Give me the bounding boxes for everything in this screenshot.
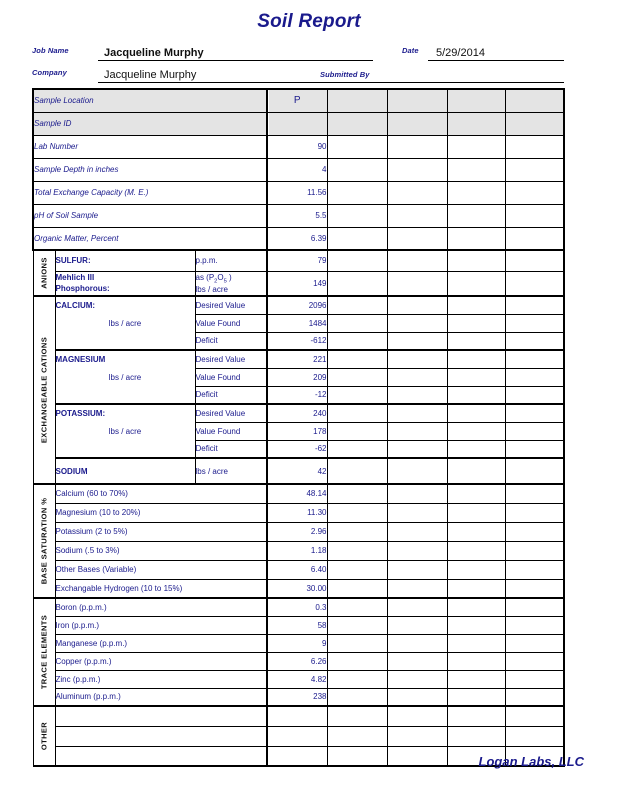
row-unit-magnesium: lbs / acre bbox=[55, 368, 195, 386]
row-spacer-calcium bbox=[55, 332, 195, 350]
table-row-boron bbox=[33, 598, 564, 616]
cell-aluminum-4 bbox=[447, 688, 505, 706]
table-row-calcium-found bbox=[33, 314, 564, 332]
cell-other-1-1[interactable] bbox=[267, 706, 327, 726]
cell-sulfur-5 bbox=[505, 250, 564, 271]
cell-bs-hydrogen-5 bbox=[505, 579, 564, 598]
row-label-boron: Boron (p.p.m.) bbox=[55, 598, 267, 616]
cell-om-4 bbox=[447, 227, 505, 250]
cell-other-3-3[interactable] bbox=[387, 746, 447, 766]
cell-potassium-found-1: 178 bbox=[267, 422, 327, 440]
mehlich-unit-formula: as ($P_2O_5$ ) bbox=[195, 272, 232, 285]
row-label-total-exchange-capacity: Total Exchange Capacity (M. E.) bbox=[33, 181, 267, 204]
cell-sodium-3 bbox=[387, 458, 447, 484]
row-label-bs-potassium: Potassium (2 to 5%) bbox=[55, 522, 267, 541]
cell-bs-potassium-2 bbox=[327, 522, 387, 541]
cell-manganese-5 bbox=[505, 634, 564, 652]
table-row-zinc bbox=[33, 670, 564, 688]
cell-sulfur-2 bbox=[327, 250, 387, 271]
row-label-bs-magnesium: Magnesium (10 to 20%) bbox=[55, 503, 267, 522]
cell-calcium-deficit-1: -612 bbox=[267, 332, 327, 350]
cell-sample-id-3 bbox=[387, 112, 447, 135]
cell-bs-magnesium-5 bbox=[505, 503, 564, 522]
cell-lab-number-1: 90 bbox=[267, 135, 327, 158]
table-row-copper bbox=[33, 652, 564, 670]
cell-bs-calcium-1: 48.14 bbox=[267, 484, 327, 503]
cell-magnesium-deficit-4 bbox=[447, 386, 505, 404]
cell-ph-2 bbox=[327, 204, 387, 227]
cell-copper-5 bbox=[505, 652, 564, 670]
cell-lab-number-3 bbox=[387, 135, 447, 158]
table-row-bs-calcium bbox=[33, 484, 564, 503]
table-row-calcium-desired bbox=[33, 296, 564, 314]
cell-copper-1: 6.26 bbox=[267, 652, 327, 670]
cell-mehlich-2 bbox=[327, 271, 387, 296]
cell-bs-magnesium-4 bbox=[447, 503, 505, 522]
row-label-sodium: SODIUM bbox=[55, 458, 195, 484]
cell-calcium-found-2 bbox=[327, 314, 387, 332]
cell-om-3 bbox=[387, 227, 447, 250]
row-label-potassium: POTASSIUM: bbox=[55, 404, 195, 422]
cell-bs-sodium-4 bbox=[447, 541, 505, 560]
job-name-row bbox=[32, 40, 564, 62]
cell-other-3-2[interactable] bbox=[327, 746, 387, 766]
cell-mehlich-1: 149 bbox=[267, 271, 327, 296]
cell-magnesium-deficit-5 bbox=[505, 386, 564, 404]
col-header-3 bbox=[387, 89, 447, 112]
cell-mehlich-4 bbox=[447, 271, 505, 296]
cell-bs-other-1: 6.40 bbox=[267, 560, 327, 579]
cell-potassium-found-5 bbox=[505, 422, 564, 440]
header-form bbox=[32, 40, 564, 84]
cell-iron-4 bbox=[447, 616, 505, 634]
cell-other-1-4[interactable] bbox=[447, 706, 505, 726]
cell-bs-sodium-5 bbox=[505, 541, 564, 560]
cell-zinc-1: 4.82 bbox=[267, 670, 327, 688]
mehlich-unit-line2: lbs / acre bbox=[195, 284, 228, 294]
company-footer: Logan Labs, LLC bbox=[478, 754, 584, 769]
table-row-potassium-desired bbox=[33, 404, 564, 422]
cell-magnesium-found-4 bbox=[447, 368, 505, 386]
table-row-potassium-found bbox=[33, 422, 564, 440]
cell-bs-potassium-5 bbox=[505, 522, 564, 541]
cell-calcium-desired-2 bbox=[327, 296, 387, 314]
cell-calcium-desired-5 bbox=[505, 296, 564, 314]
cell-sample-depth-4 bbox=[447, 158, 505, 181]
cell-sodium-2 bbox=[327, 458, 387, 484]
job-name-label: Job Name bbox=[32, 46, 69, 55]
row-label-bs-exch-hydrogen: Exchangable Hydrogen (10 to 15%) bbox=[55, 579, 267, 598]
cell-aluminum-1: 238 bbox=[267, 688, 327, 706]
cell-magnesium-found-2 bbox=[327, 368, 387, 386]
cell-potassium-deficit-4 bbox=[447, 440, 505, 458]
cell-bs-sodium-3 bbox=[387, 541, 447, 560]
cell-iron-5 bbox=[505, 616, 564, 634]
cell-sample-depth-2 bbox=[327, 158, 387, 181]
section-label-anions: ANIONS bbox=[33, 250, 55, 296]
row-label-bs-calcium: Calcium (60 to 70%) bbox=[55, 484, 267, 503]
table-row-bs-other-bases bbox=[33, 560, 564, 579]
cell-sulfur-1: 79 bbox=[267, 250, 327, 271]
cell-potassium-desired-5 bbox=[505, 404, 564, 422]
cell-bs-calcium-4 bbox=[447, 484, 505, 503]
cell-potassium-found-2 bbox=[327, 422, 387, 440]
cell-copper-4 bbox=[447, 652, 505, 670]
cell-boron-5 bbox=[505, 598, 564, 616]
cell-other-2-3[interactable] bbox=[387, 726, 447, 746]
cell-manganese-1: 9 bbox=[267, 634, 327, 652]
cell-calcium-found-4 bbox=[447, 314, 505, 332]
cell-potassium-found-3 bbox=[387, 422, 447, 440]
cell-boron-1: 0.3 bbox=[267, 598, 327, 616]
cell-sample-id-1 bbox=[267, 112, 327, 135]
table-row-aluminum bbox=[33, 688, 564, 706]
sub-label-potassium-deficit: Deficit bbox=[195, 440, 267, 458]
cell-zinc-3 bbox=[387, 670, 447, 688]
cell-calcium-found-1: 1484 bbox=[267, 314, 327, 332]
row-label-zinc: Zinc (p.p.m.) bbox=[55, 670, 267, 688]
cell-sample-id-2 bbox=[327, 112, 387, 135]
cell-magnesium-deficit-3 bbox=[387, 386, 447, 404]
cell-magnesium-desired-2 bbox=[327, 350, 387, 368]
table-row-iron bbox=[33, 616, 564, 634]
date-rule bbox=[428, 60, 564, 61]
cell-potassium-found-4 bbox=[447, 422, 505, 440]
cell-om-5 bbox=[505, 227, 564, 250]
cell-magnesium-desired-5 bbox=[505, 350, 564, 368]
row-label-organic-matter: Organic Matter, Percent bbox=[33, 227, 267, 250]
cell-tec-4 bbox=[447, 181, 505, 204]
row-label-other-3[interactable] bbox=[55, 746, 267, 766]
sub-label-magnesium-deficit: Deficit bbox=[195, 386, 267, 404]
cell-calcium-found-3 bbox=[387, 314, 447, 332]
sub-label-calcium-deficit: Deficit bbox=[195, 332, 267, 350]
sub-label-magnesium-found: Value Found bbox=[195, 368, 267, 386]
cell-boron-2 bbox=[327, 598, 387, 616]
cell-bs-hydrogen-1: 30.00 bbox=[267, 579, 327, 598]
sub-label-magnesium-desired: Desired Value bbox=[195, 350, 267, 368]
cell-aluminum-5 bbox=[505, 688, 564, 706]
cell-sample-depth-1: 4 bbox=[267, 158, 327, 181]
table-row-manganese bbox=[33, 634, 564, 652]
cell-other-1-3[interactable] bbox=[387, 706, 447, 726]
submitted-by-label: Submitted By bbox=[320, 70, 370, 79]
cell-om-1: 6.39 bbox=[267, 227, 327, 250]
cell-potassium-deficit-3 bbox=[387, 440, 447, 458]
row-unit-calcium: lbs / acre bbox=[55, 314, 195, 332]
cell-potassium-deficit-5 bbox=[505, 440, 564, 458]
cell-ph-5 bbox=[505, 204, 564, 227]
cell-bs-magnesium-2 bbox=[327, 503, 387, 522]
cell-other-2-1[interactable] bbox=[267, 726, 327, 746]
table-row-other-1 bbox=[33, 706, 564, 726]
mehlich-line1: Mehlich III bbox=[55, 273, 95, 283]
cell-bs-other-4 bbox=[447, 560, 505, 579]
table-row-mehlich-phosphorous bbox=[33, 271, 564, 296]
cell-other-1-2[interactable] bbox=[327, 706, 387, 726]
cell-boron-4 bbox=[447, 598, 505, 616]
table-row-sample-id bbox=[33, 112, 564, 135]
cell-magnesium-deficit-2 bbox=[327, 386, 387, 404]
cell-calcium-found-5 bbox=[505, 314, 564, 332]
table-row-organic-matter bbox=[33, 227, 564, 250]
table-row-sodium bbox=[33, 458, 564, 484]
cell-other-2-2[interactable] bbox=[327, 726, 387, 746]
date-value[interactable]: 5/29/2014 bbox=[436, 47, 485, 59]
cell-mehlich-3 bbox=[387, 271, 447, 296]
table-row-potassium-deficit bbox=[33, 440, 564, 458]
cell-magnesium-found-3 bbox=[387, 368, 447, 386]
cell-calcium-desired-1: 2096 bbox=[267, 296, 327, 314]
row-spacer-magnesium bbox=[55, 386, 195, 404]
cell-tec-5 bbox=[505, 181, 564, 204]
row-label-copper: Copper (p.p.m.) bbox=[55, 652, 267, 670]
cell-iron-2 bbox=[327, 616, 387, 634]
row-label-iron: Iron (p.p.m.) bbox=[55, 616, 267, 634]
cell-iron-3 bbox=[387, 616, 447, 634]
table-row-lab-number bbox=[33, 135, 564, 158]
row-label-bs-other-bases: Other Bases (Variable) bbox=[55, 560, 267, 579]
row-label-bs-sodium: Sodium (.5 to 3%) bbox=[55, 541, 267, 560]
cell-bs-calcium-3 bbox=[387, 484, 447, 503]
table-row-magnesium-found bbox=[33, 368, 564, 386]
cell-sodium-5 bbox=[505, 458, 564, 484]
row-spacer-potassium bbox=[55, 440, 195, 458]
company-rule bbox=[98, 82, 564, 83]
cell-bs-hydrogen-2 bbox=[327, 579, 387, 598]
row-label-sulfur: SULFUR: bbox=[55, 250, 195, 271]
col-header-4 bbox=[447, 89, 505, 112]
row-label-sample-id: Sample ID bbox=[33, 112, 267, 135]
company-value[interactable]: Jacqueline Murphy bbox=[104, 69, 197, 81]
table-body bbox=[33, 89, 564, 766]
company-label: Company bbox=[32, 68, 67, 77]
cell-sulfur-4 bbox=[447, 250, 505, 271]
cell-sample-id-4 bbox=[447, 112, 505, 135]
cell-potassium-desired-2 bbox=[327, 404, 387, 422]
col-header-5 bbox=[505, 89, 564, 112]
cell-magnesium-desired-4 bbox=[447, 350, 505, 368]
cell-sulfur-3 bbox=[387, 250, 447, 271]
table-row-bs-potassium bbox=[33, 522, 564, 541]
table-row-bs-exch-hydrogen bbox=[33, 579, 564, 598]
cell-magnesium-found-5 bbox=[505, 368, 564, 386]
cell-bs-other-3 bbox=[387, 560, 447, 579]
cell-potassium-deficit-1: -62 bbox=[267, 440, 327, 458]
row-unit-sodium: lbs / acre bbox=[195, 458, 267, 484]
cell-bs-potassium-4 bbox=[447, 522, 505, 541]
cell-bs-other-5 bbox=[505, 560, 564, 579]
table-row-bs-sodium bbox=[33, 541, 564, 560]
cell-bs-other-2 bbox=[327, 560, 387, 579]
cell-magnesium-found-1: 209 bbox=[267, 368, 327, 386]
cell-other-3-1[interactable] bbox=[267, 746, 327, 766]
company-row bbox=[32, 62, 564, 84]
cell-bs-sodium-1: 1.18 bbox=[267, 541, 327, 560]
cell-magnesium-deficit-1: -12 bbox=[267, 386, 327, 404]
cell-bs-hydrogen-4 bbox=[447, 579, 505, 598]
row-label-aluminum: Aluminum (p.p.m.) bbox=[55, 688, 267, 706]
cell-sample-depth-5 bbox=[505, 158, 564, 181]
cell-ph-3 bbox=[387, 204, 447, 227]
cell-calcium-deficit-5 bbox=[505, 332, 564, 350]
row-label-manganese: Manganese (p.p.m.) bbox=[55, 634, 267, 652]
cell-calcium-desired-4 bbox=[447, 296, 505, 314]
cell-bs-potassium-1: 2.96 bbox=[267, 522, 327, 541]
table-row-sulfur bbox=[33, 250, 564, 271]
sub-label-potassium-desired: Desired Value bbox=[195, 404, 267, 422]
cell-copper-2 bbox=[327, 652, 387, 670]
cell-aluminum-3 bbox=[387, 688, 447, 706]
section-label-exchangeable-cations: EXCHANGEABLE CATIONS bbox=[33, 296, 55, 484]
cell-potassium-deficit-2 bbox=[327, 440, 387, 458]
row-unit-sulfur: p.p.m. bbox=[195, 250, 267, 271]
row-label-mehlich-phosphorous bbox=[55, 271, 195, 296]
section-label-trace-elements: TRACE ELEMENTS bbox=[33, 598, 55, 706]
cell-bs-hydrogen-3 bbox=[387, 579, 447, 598]
table-row-magnesium-desired bbox=[33, 350, 564, 368]
cell-bs-magnesium-3 bbox=[387, 503, 447, 522]
page-title: Soil Report bbox=[257, 11, 361, 32]
cell-other-1-5[interactable] bbox=[505, 706, 564, 726]
cell-calcium-desired-3 bbox=[387, 296, 447, 314]
row-label-calcium: CALCIUM: bbox=[55, 296, 195, 314]
row-label-ph: pH of Soil Sample bbox=[33, 204, 267, 227]
cell-sodium-1: 42 bbox=[267, 458, 327, 484]
cell-ph-4 bbox=[447, 204, 505, 227]
mehlich-line2: Phosphorous: bbox=[55, 284, 110, 294]
cell-potassium-desired-1: 240 bbox=[267, 404, 327, 422]
cell-other-2-5[interactable] bbox=[505, 726, 564, 746]
table-row-sample-location bbox=[33, 89, 564, 112]
row-unit-mehlich-phosphorous bbox=[195, 271, 267, 296]
cell-lab-number-4 bbox=[447, 135, 505, 158]
cell-magnesium-desired-3 bbox=[387, 350, 447, 368]
cell-sample-depth-3 bbox=[387, 158, 447, 181]
soil-data-table bbox=[32, 88, 565, 767]
cell-mehlich-5 bbox=[505, 271, 564, 296]
cell-iron-1: 58 bbox=[267, 616, 327, 634]
cell-tec-1: 11.56 bbox=[267, 181, 327, 204]
cell-bs-calcium-2 bbox=[327, 484, 387, 503]
cell-calcium-deficit-3 bbox=[387, 332, 447, 350]
cell-calcium-deficit-2 bbox=[327, 332, 387, 350]
cell-aluminum-2 bbox=[327, 688, 387, 706]
cell-sample-id-5 bbox=[505, 112, 564, 135]
cell-om-2 bbox=[327, 227, 387, 250]
job-name-rule bbox=[98, 60, 373, 61]
cell-lab-number-5 bbox=[505, 135, 564, 158]
cell-zinc-4 bbox=[447, 670, 505, 688]
cell-tec-2 bbox=[327, 181, 387, 204]
cell-other-2-4[interactable] bbox=[447, 726, 505, 746]
col-header-1: P bbox=[267, 89, 327, 112]
cell-bs-calcium-5 bbox=[505, 484, 564, 503]
table-row-ph bbox=[33, 204, 564, 227]
cell-manganese-4 bbox=[447, 634, 505, 652]
section-label-other: OTHER bbox=[33, 706, 55, 766]
table-row-magnesium-deficit bbox=[33, 386, 564, 404]
row-label-lab-number: Lab Number bbox=[33, 135, 267, 158]
cell-manganese-2 bbox=[327, 634, 387, 652]
row-label-other-2[interactable] bbox=[55, 726, 267, 746]
cell-zinc-2 bbox=[327, 670, 387, 688]
table-row-calcium-deficit bbox=[33, 332, 564, 350]
cell-sodium-4 bbox=[447, 458, 505, 484]
row-label-sample-location: Sample Location bbox=[33, 89, 267, 112]
table-row-total-exchange-capacity bbox=[33, 181, 564, 204]
cell-copper-3 bbox=[387, 652, 447, 670]
cell-magnesium-desired-1: 221 bbox=[267, 350, 327, 368]
cell-boron-3 bbox=[387, 598, 447, 616]
row-label-magnesium: MAGNESIUM bbox=[55, 350, 195, 368]
cell-tec-3 bbox=[387, 181, 447, 204]
cell-zinc-5 bbox=[505, 670, 564, 688]
job-name-value[interactable]: Jacqueline Murphy bbox=[104, 47, 204, 59]
row-label-other-1[interactable] bbox=[55, 706, 267, 726]
table-row-bs-magnesium bbox=[33, 503, 564, 522]
date-label: Date bbox=[402, 46, 419, 55]
cell-bs-potassium-3 bbox=[387, 522, 447, 541]
cell-manganese-3 bbox=[387, 634, 447, 652]
cell-potassium-desired-3 bbox=[387, 404, 447, 422]
sub-label-calcium-desired: Desired Value bbox=[195, 296, 267, 314]
cell-potassium-desired-4 bbox=[447, 404, 505, 422]
row-unit-potassium: lbs / acre bbox=[55, 422, 195, 440]
sub-label-potassium-found: Value Found bbox=[195, 422, 267, 440]
cell-ph-1: 5.5 bbox=[267, 204, 327, 227]
section-label-base-saturation: BASE SATURATION % bbox=[33, 484, 55, 598]
col-header-2 bbox=[327, 89, 387, 112]
cell-bs-magnesium-1: 11.30 bbox=[267, 503, 327, 522]
cell-calcium-deficit-4 bbox=[447, 332, 505, 350]
sub-label-calcium-found: Value Found bbox=[195, 314, 267, 332]
cell-bs-sodium-2 bbox=[327, 541, 387, 560]
table-row-sample-depth bbox=[33, 158, 564, 181]
table-row-other-2 bbox=[33, 726, 564, 746]
row-label-sample-depth: Sample Depth in inches bbox=[33, 158, 267, 181]
cell-lab-number-2 bbox=[327, 135, 387, 158]
